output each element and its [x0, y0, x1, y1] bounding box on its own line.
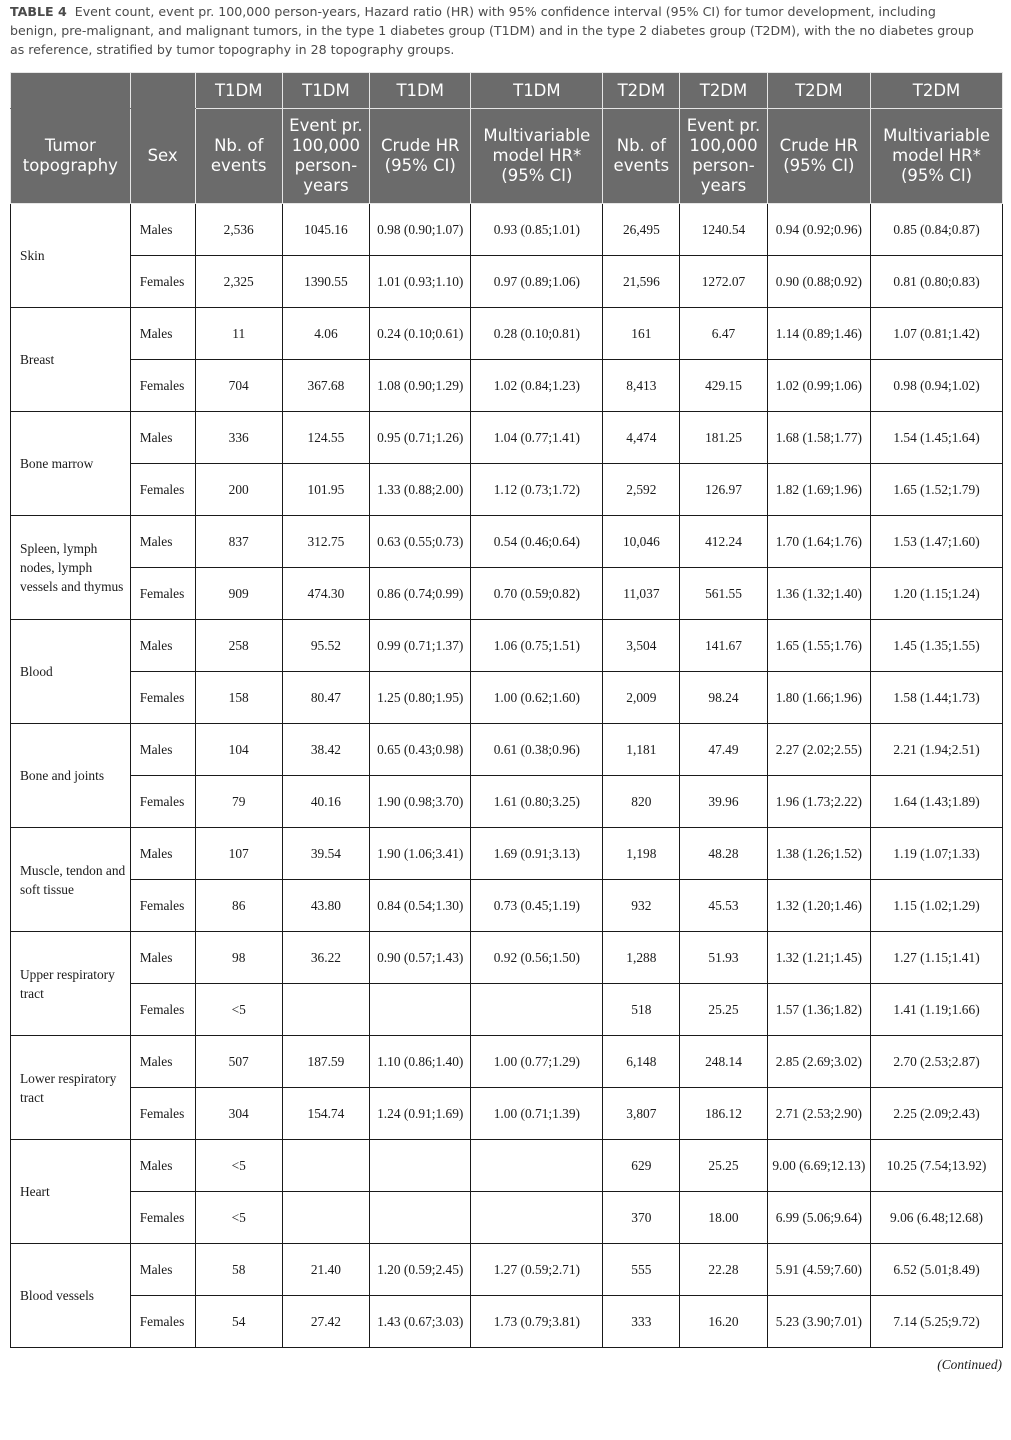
sex-cell: Females	[130, 1088, 195, 1140]
column-header: Event pr. 100,000 person-years	[680, 109, 767, 204]
value-cell: 1.02 (0.84;1.23)	[471, 360, 603, 412]
value-cell: 1.06 (0.75;1.51)	[471, 620, 603, 672]
group-header-row	[11, 73, 1003, 109]
value-cell: 1.02 (0.99;1.06)	[767, 360, 870, 412]
value-cell: 1.96 (1.73;2.22)	[767, 776, 870, 828]
value-cell: 312.75	[282, 516, 369, 568]
value-cell: 837	[195, 516, 282, 568]
topography-cell: Spleen, lymph nodes, lymph vessels and thymus	[11, 516, 131, 620]
sex-cell: Females	[130, 984, 195, 1036]
value-cell: 6,148	[603, 1036, 680, 1088]
value-cell: 58	[195, 1244, 282, 1296]
sex-cell: Females	[130, 880, 195, 932]
value-cell: 0.92 (0.56;1.50)	[471, 932, 603, 984]
column-header: Multivariable model HR* (95% CI)	[871, 109, 1003, 204]
value-cell: 39.54	[282, 828, 369, 880]
value-cell: 0.98 (0.94;1.02)	[871, 360, 1003, 412]
value-cell: 0.90 (0.88;0.92)	[767, 256, 870, 308]
value-cell: 27.42	[282, 1296, 369, 1348]
sex-cell: Females	[130, 776, 195, 828]
value-cell: 1.54 (1.45;1.64)	[871, 412, 1003, 464]
value-cell: 1.20 (1.15;1.24)	[871, 568, 1003, 620]
column-header: Crude HR (95% CI)	[767, 109, 870, 204]
value-cell: 158	[195, 672, 282, 724]
table-row	[11, 308, 1003, 360]
value-cell: 1.08 (0.90;1.29)	[370, 360, 471, 412]
table-row	[11, 256, 1003, 308]
table-row	[11, 776, 1003, 828]
value-cell: 1.04 (0.77;1.41)	[471, 412, 603, 464]
value-cell: 107	[195, 828, 282, 880]
value-cell: 3,807	[603, 1088, 680, 1140]
value-cell: 1.33 (0.88;2.00)	[370, 464, 471, 516]
value-cell: 0.90 (0.57;1.43)	[370, 932, 471, 984]
value-cell: 474.30	[282, 568, 369, 620]
value-cell: 21,596	[603, 256, 680, 308]
value-cell: 124.55	[282, 412, 369, 464]
value-cell: 2,009	[603, 672, 680, 724]
table-row	[11, 880, 1003, 932]
value-cell: 0.93 (0.85;1.01)	[471, 204, 603, 256]
sex-cell: Females	[130, 360, 195, 412]
value-cell: 6.99 (5.06;9.64)	[767, 1192, 870, 1244]
continued-note: (Continued)	[937, 1357, 1002, 1372]
value-cell: 187.59	[282, 1036, 369, 1088]
group-label-t2dm: T2DM	[603, 73, 680, 109]
sex-cell: Females	[130, 256, 195, 308]
value-cell: 1.00 (0.77;1.29)	[471, 1036, 603, 1088]
table-row	[11, 1244, 1003, 1296]
table-caption	[10, 2, 985, 59]
value-cell: 1.14 (0.89;1.46)	[767, 308, 870, 360]
value-cell: 429.15	[680, 360, 767, 412]
value-cell: 9.06 (6.48;12.68)	[871, 1192, 1003, 1244]
value-cell: 258	[195, 620, 282, 672]
value-cell: 38.42	[282, 724, 369, 776]
group-label-t1dm: T1DM	[195, 73, 282, 109]
group-label-t2dm: T2DM	[680, 73, 767, 109]
table-row	[11, 464, 1003, 516]
value-cell: 0.98 (0.90;1.07)	[370, 204, 471, 256]
value-cell: 2.25 (2.09;2.43)	[871, 1088, 1003, 1140]
value-cell: 80.47	[282, 672, 369, 724]
value-cell: 4.06	[282, 308, 369, 360]
value-cell: 1.57 (1.36;1.82)	[767, 984, 870, 1036]
sex-cell: Males	[130, 516, 195, 568]
column-header-topography: Tumor topography	[11, 109, 131, 204]
value-cell: 8,413	[603, 360, 680, 412]
topography-cell: Upper respiratory tract	[11, 932, 131, 1036]
value-cell: 200	[195, 464, 282, 516]
column-header-row	[11, 109, 1003, 204]
value-cell: 0.28 (0.10;0.81)	[471, 308, 603, 360]
value-cell: 1.36 (1.32;1.40)	[767, 568, 870, 620]
value-cell: 10,046	[603, 516, 680, 568]
group-label-t1dm: T1DM	[471, 73, 603, 109]
value-cell: 154.74	[282, 1088, 369, 1140]
value-cell: 1.15 (1.02;1.29)	[871, 880, 1003, 932]
value-cell: 629	[603, 1140, 680, 1192]
table-row	[11, 1140, 1003, 1192]
value-cell: 2.85 (2.69;3.02)	[767, 1036, 870, 1088]
sex-cell: Females	[130, 672, 195, 724]
value-cell: 1.43 (0.67;3.03)	[370, 1296, 471, 1348]
value-cell: 1.65 (1.55;1.76)	[767, 620, 870, 672]
value-cell: 1.19 (1.07;1.33)	[871, 828, 1003, 880]
value-cell: 1.24 (0.91;1.69)	[370, 1088, 471, 1140]
value-cell: 47.49	[680, 724, 767, 776]
value-cell: 507	[195, 1036, 282, 1088]
table-row	[11, 568, 1003, 620]
value-cell: 98	[195, 932, 282, 984]
table-row	[11, 984, 1003, 1036]
value-cell	[471, 1192, 603, 1244]
value-cell: 2.21 (1.94;2.51)	[871, 724, 1003, 776]
value-cell: 141.67	[680, 620, 767, 672]
value-cell: 186.12	[680, 1088, 767, 1140]
value-cell: 9.00 (6.69;12.13)	[767, 1140, 870, 1192]
table-row	[11, 672, 1003, 724]
value-cell: 26,495	[603, 204, 680, 256]
topography-cell: Skin	[11, 204, 131, 308]
value-cell: 39.96	[680, 776, 767, 828]
topography-cell: Heart	[11, 1140, 131, 1244]
value-cell: 18.00	[680, 1192, 767, 1244]
sex-cell: Males	[130, 1244, 195, 1296]
group-label-t2dm: T2DM	[767, 73, 870, 109]
value-cell: 2.71 (2.53;2.90)	[767, 1088, 870, 1140]
value-cell: 304	[195, 1088, 282, 1140]
value-cell: 2,536	[195, 204, 282, 256]
value-cell: 5.23 (3.90;7.01)	[767, 1296, 870, 1348]
value-cell: 1.27 (0.59;2.71)	[471, 1244, 603, 1296]
value-cell: 1045.16	[282, 204, 369, 256]
value-cell: 518	[603, 984, 680, 1036]
value-cell: 1.58 (1.44;1.73)	[871, 672, 1003, 724]
topography-cell: Lower respiratory tract	[11, 1036, 131, 1140]
value-cell	[370, 984, 471, 1036]
value-cell: 1390.55	[282, 256, 369, 308]
value-cell: 48.28	[680, 828, 767, 880]
value-cell: 1.90 (1.06;3.41)	[370, 828, 471, 880]
table-row	[11, 516, 1003, 568]
value-cell: 40.16	[282, 776, 369, 828]
value-cell: 1.45 (1.35;1.55)	[871, 620, 1003, 672]
column-header: Event pr. 100,000 person-years	[282, 109, 369, 204]
value-cell: 104	[195, 724, 282, 776]
value-cell: 1.80 (1.66;1.96)	[767, 672, 870, 724]
value-cell: 25.25	[680, 1140, 767, 1192]
value-cell: 0.99 (0.71;1.37)	[370, 620, 471, 672]
results-table	[10, 72, 1003, 1348]
column-header: Multivariable model HR* (95% CI)	[471, 109, 603, 204]
sex-cell: Females	[130, 1192, 195, 1244]
value-cell: 11	[195, 308, 282, 360]
value-cell: 1.10 (0.86;1.40)	[370, 1036, 471, 1088]
value-cell: 2,592	[603, 464, 680, 516]
value-cell: 51.93	[680, 932, 767, 984]
group-label-t1dm: T1DM	[282, 73, 369, 109]
value-cell	[282, 1192, 369, 1244]
value-cell	[370, 1140, 471, 1192]
header-blank	[130, 73, 195, 109]
table-row	[11, 1296, 1003, 1348]
value-cell: 79	[195, 776, 282, 828]
value-cell: 1.41 (1.19;1.66)	[871, 984, 1003, 1036]
value-cell	[370, 1192, 471, 1244]
value-cell: 1.73 (0.79;3.81)	[471, 1296, 603, 1348]
value-cell: 1.53 (1.47;1.60)	[871, 516, 1003, 568]
value-cell: 1.90 (0.98;3.70)	[370, 776, 471, 828]
value-cell: 1.27 (1.15;1.41)	[871, 932, 1003, 984]
sex-cell: Males	[130, 828, 195, 880]
topography-cell: Breast	[11, 308, 131, 412]
value-cell: 0.65 (0.43;0.98)	[370, 724, 471, 776]
column-header: Nb. of events	[603, 109, 680, 204]
value-cell: 555	[603, 1244, 680, 1296]
value-cell	[282, 1140, 369, 1192]
value-cell: 25.25	[680, 984, 767, 1036]
sex-cell: Females	[130, 464, 195, 516]
table-row	[11, 360, 1003, 412]
value-cell: 1.64 (1.43;1.89)	[871, 776, 1003, 828]
table-row	[11, 1088, 1003, 1140]
value-cell: 1.65 (1.52;1.79)	[871, 464, 1003, 516]
value-cell: 0.73 (0.45;1.19)	[471, 880, 603, 932]
value-cell: 0.54 (0.46;0.64)	[471, 516, 603, 568]
value-cell: 54	[195, 1296, 282, 1348]
value-cell: 0.95 (0.71;1.26)	[370, 412, 471, 464]
value-cell: 6.52 (5.01;8.49)	[871, 1244, 1003, 1296]
value-cell: 6.47	[680, 308, 767, 360]
topography-cell: Muscle, tendon and soft tissue	[11, 828, 131, 932]
value-cell: 336	[195, 412, 282, 464]
value-cell: 86	[195, 880, 282, 932]
topography-cell: Bone and joints	[11, 724, 131, 828]
table-body	[11, 204, 1003, 1348]
value-cell: 1.00 (0.71;1.39)	[471, 1088, 603, 1140]
value-cell: 1272.07	[680, 256, 767, 308]
value-cell: 820	[603, 776, 680, 828]
value-cell: 0.24 (0.10;0.61)	[370, 308, 471, 360]
value-cell: 1.20 (0.59;2.45)	[370, 1244, 471, 1296]
value-cell: 1.69 (0.91;3.13)	[471, 828, 603, 880]
caption-text: Event count, event pr. 100,000 person-years, Hazard ratio (HR) with 95% confidence interval (95% CI) for tumor development, including benign, pre-malignant, and malignant tumors, in the type 1 diabetes group (T1DM) and in the type 2 diabetes group (T2DM), with the no diabetes group as reference, stratified by tumor topography in 28 topography groups.	[10, 4, 974, 57]
value-cell: 5.91 (4.59;7.60)	[767, 1244, 870, 1296]
value-cell	[471, 1140, 603, 1192]
sex-cell: Males	[130, 412, 195, 464]
value-cell: 45.53	[680, 880, 767, 932]
table-row	[11, 724, 1003, 776]
value-cell: 1.07 (0.81;1.42)	[871, 308, 1003, 360]
topography-cell: Blood vessels	[11, 1244, 131, 1348]
value-cell: <5	[195, 984, 282, 1036]
value-cell: 11,037	[603, 568, 680, 620]
value-cell: 909	[195, 568, 282, 620]
value-cell: 0.63 (0.55;0.73)	[370, 516, 471, 568]
value-cell: 0.97 (0.89;1.06)	[471, 256, 603, 308]
table-label: TABLE 4	[10, 4, 67, 19]
column-header-sex: Sex	[130, 109, 195, 204]
value-cell: 704	[195, 360, 282, 412]
group-label-t1dm: T1DM	[370, 73, 471, 109]
value-cell: 21.40	[282, 1244, 369, 1296]
value-cell: 1.01 (0.93;1.10)	[370, 256, 471, 308]
value-cell: 0.86 (0.74;0.99)	[370, 568, 471, 620]
table-row	[11, 620, 1003, 672]
group-label-t2dm: T2DM	[871, 73, 1003, 109]
value-cell: 95.52	[282, 620, 369, 672]
value-cell: 370	[603, 1192, 680, 1244]
value-cell: 181.25	[680, 412, 767, 464]
value-cell: 1.00 (0.62;1.60)	[471, 672, 603, 724]
value-cell: 932	[603, 880, 680, 932]
value-cell: 1.32 (1.20;1.46)	[767, 880, 870, 932]
value-cell: 98.24	[680, 672, 767, 724]
value-cell: <5	[195, 1140, 282, 1192]
value-cell: 0.70 (0.59;0.82)	[471, 568, 603, 620]
value-cell: 412.24	[680, 516, 767, 568]
value-cell: 36.22	[282, 932, 369, 984]
value-cell: 1.61 (0.80;3.25)	[471, 776, 603, 828]
value-cell: 0.85 (0.84;0.87)	[871, 204, 1003, 256]
table-row	[11, 412, 1003, 464]
value-cell: 1.82 (1.69;1.96)	[767, 464, 870, 516]
value-cell: 16.20	[680, 1296, 767, 1348]
sex-cell: Males	[130, 932, 195, 984]
sex-cell: Females	[130, 568, 195, 620]
value-cell: 1,288	[603, 932, 680, 984]
value-cell: 2.27 (2.02;2.55)	[767, 724, 870, 776]
table-row	[11, 828, 1003, 880]
topography-cell: Blood	[11, 620, 131, 724]
table-row	[11, 1036, 1003, 1088]
sex-cell: Males	[130, 620, 195, 672]
topography-cell: Bone marrow	[11, 412, 131, 516]
value-cell: 126.97	[680, 464, 767, 516]
column-header: Nb. of events	[195, 109, 282, 204]
column-header: Crude HR (95% CI)	[370, 109, 471, 204]
header-blank	[11, 73, 131, 109]
value-cell: 22.28	[680, 1244, 767, 1296]
value-cell: 43.80	[282, 880, 369, 932]
value-cell: 248.14	[680, 1036, 767, 1088]
value-cell: 2.70 (2.53;2.87)	[871, 1036, 1003, 1088]
value-cell: <5	[195, 1192, 282, 1244]
sex-cell: Males	[130, 204, 195, 256]
value-cell: 10.25 (7.54;13.92)	[871, 1140, 1003, 1192]
value-cell: 1.38 (1.26;1.52)	[767, 828, 870, 880]
value-cell: 0.61 (0.38;0.96)	[471, 724, 603, 776]
value-cell: 367.68	[282, 360, 369, 412]
value-cell: 1.25 (0.80;1.95)	[370, 672, 471, 724]
value-cell: 1240.54	[680, 204, 767, 256]
sex-cell: Males	[130, 1140, 195, 1192]
table-row	[11, 1192, 1003, 1244]
value-cell: 1,198	[603, 828, 680, 880]
value-cell: 2,325	[195, 256, 282, 308]
sex-cell: Males	[130, 308, 195, 360]
value-cell: 161	[603, 308, 680, 360]
value-cell: 0.84 (0.54;1.30)	[370, 880, 471, 932]
value-cell: 0.81 (0.80;0.83)	[871, 256, 1003, 308]
table-row	[11, 204, 1003, 256]
value-cell: 3,504	[603, 620, 680, 672]
value-cell: 0.94 (0.92;0.96)	[767, 204, 870, 256]
value-cell: 1.12 (0.73;1.72)	[471, 464, 603, 516]
value-cell: 101.95	[282, 464, 369, 516]
sex-cell: Males	[130, 1036, 195, 1088]
value-cell: 7.14 (5.25;9.72)	[871, 1296, 1003, 1348]
table-row	[11, 932, 1003, 984]
sex-cell: Males	[130, 724, 195, 776]
value-cell	[471, 984, 603, 1036]
value-cell: 4,474	[603, 412, 680, 464]
value-cell: 333	[603, 1296, 680, 1348]
value-cell: 1.32 (1.21;1.45)	[767, 932, 870, 984]
value-cell: 1,181	[603, 724, 680, 776]
value-cell: 561.55	[680, 568, 767, 620]
value-cell	[282, 984, 369, 1036]
sex-cell: Females	[130, 1296, 195, 1348]
value-cell: 1.70 (1.64;1.76)	[767, 516, 870, 568]
value-cell: 1.68 (1.58;1.77)	[767, 412, 870, 464]
